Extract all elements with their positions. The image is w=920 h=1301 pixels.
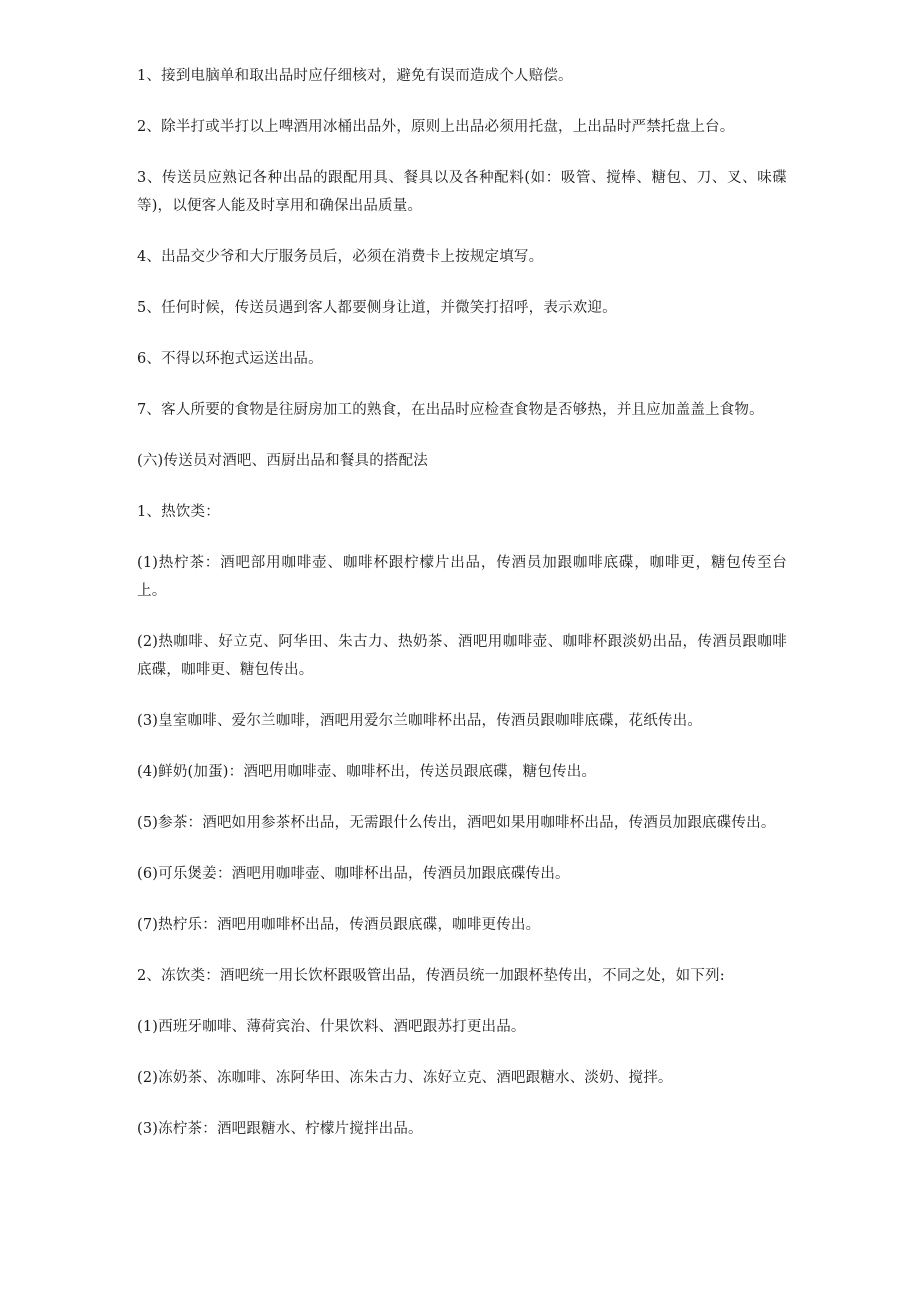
cold-drinks-heading: 2、冻饮类：酒吧统一用长饮杯跟吸管出品，传酒员统一加跟杯垫传出，不同之处，如下列: [137, 968, 725, 984]
document-page [137, 62, 787, 1166]
hot-drink-item-5: (5)参茶：酒吧如用参茶杯出品，无需跟什么传出，酒吧如果用咖啡杯出品，传酒员加跟底碟传出。 [137, 815, 776, 831]
hot-drink-item-6: (6)可乐煲姜：酒吧用咖啡壶、咖啡杯出品，传酒员加跟底碟传出。 [137, 866, 570, 882]
hot-drink-item-1: (1)热柠茶：酒吧部用咖啡壶、咖啡杯跟柠檬片出品，传酒员加跟咖啡底碟，咖啡更，糖包传至台上。 [137, 555, 787, 599]
rule-6: 6、不得以环抱式运送出品。 [137, 351, 323, 367]
rule-3: 3、传送员应熟记各种出品的跟配用具、餐具以及各种配料(如：吸管、搅棒、糖包、刀、叉、味碟等)，以便客人能及时享用和确保出品质量。 [137, 170, 787, 214]
cold-drink-item-3: (3)冻柠茶：酒吧跟糖水、柠檬片搅拌出品。 [137, 1121, 423, 1137]
cold-drink-item-2: (2)冻奶茶、冻咖啡、冻阿华田、冻朱古力、冻好立克、酒吧跟糖水、淡奶、搅拌。 [137, 1070, 673, 1086]
rule-1: 1、接到电脑单和取出品时应仔细核对，避免有误而造成个人赔偿。 [137, 68, 573, 84]
rule-7: 7、客人所要的食物是往厨房加工的熟食，在出品时应检查食物是否够热，并且应加盖盖上食物。 [137, 402, 764, 418]
cold-drink-item-1: (1)西班牙咖啡、薄荷宾治、什果饮料、酒吧跟苏打更出品。 [137, 1019, 526, 1035]
rule-5: 5、任何时候，传送员遇到客人都要侧身让道，并微笑打招呼，表示欢迎。 [137, 300, 617, 316]
hot-drink-item-3: (3)皇室咖啡、爱尔兰咖啡，酒吧用爱尔兰咖啡杯出品，传酒员跟咖啡底碟，花纸传出。 [137, 713, 703, 729]
hot-drink-item-4: (4)鲜奶(加蛋)：酒吧用咖啡壶、咖啡杯出，传送员跟底碟，糖包传出。 [137, 764, 597, 780]
hot-drink-item-7: (7)热柠乐：酒吧用咖啡杯出品，传酒员跟底碟，咖啡更传出。 [137, 917, 541, 933]
hot-drinks-heading: 1、热饮类： [137, 504, 220, 520]
rule-4: 4、出品交少爷和大厅服务员后，必须在消费卡上按规定填写。 [137, 249, 544, 265]
section-heading: (六)传送员对酒吧、西厨出品和餐具的搭配法 [137, 453, 429, 469]
rule-2: 2、除半打或半打以上啤酒用冰桶出品外，原则上出品必须用托盘，上出品时严禁托盘上台。 [137, 119, 735, 135]
hot-drink-item-2: (2)热咖啡、好立克、阿华田、朱古力、热奶茶、酒吧用咖啡壶、咖啡杯跟淡奶出品，传酒员跟咖啡底碟，咖啡更、糖包传出。 [137, 634, 787, 678]
